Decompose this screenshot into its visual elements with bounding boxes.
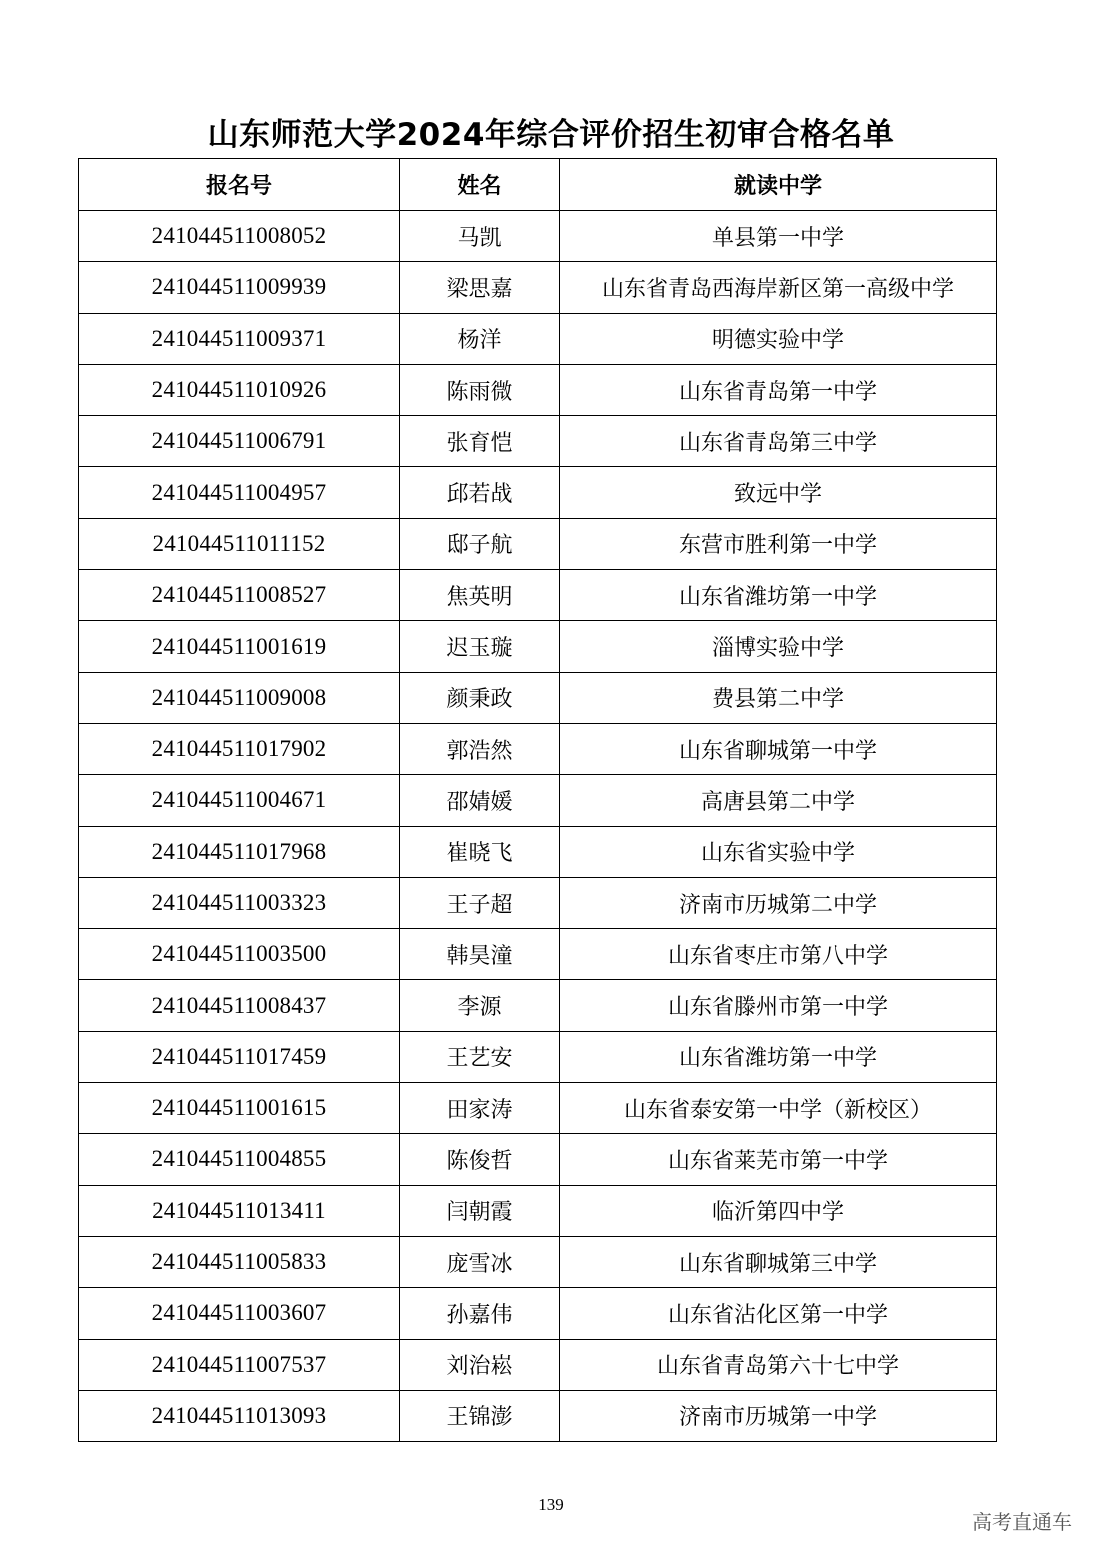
school-cell: 明德实验中学 — [560, 313, 997, 364]
table-row — [79, 1236, 997, 1287]
regno-cell: 241044511001615 — [79, 1083, 400, 1134]
table-row — [79, 1339, 997, 1390]
school-cell: 山东省聊城第三中学 — [560, 1236, 997, 1287]
regno-cell: 241044511008437 — [79, 980, 400, 1031]
watermark-text: 高考直通车 — [972, 1510, 1072, 1534]
table-row — [79, 364, 997, 415]
table-row — [79, 313, 997, 364]
school-cell: 费县第二中学 — [560, 672, 997, 723]
table-row — [79, 1288, 997, 1339]
school-cell: 东营市胜利第一中学 — [560, 518, 997, 569]
table-header — [79, 159, 997, 211]
header-row — [79, 159, 997, 211]
name-cell: 崔晓飞 — [400, 826, 560, 877]
regno-cell: 241044511009371 — [79, 313, 400, 364]
school-cell: 山东省青岛第一中学 — [560, 364, 997, 415]
name-cell: 陈俊哲 — [400, 1134, 560, 1185]
name-cell: 迟玉璇 — [400, 621, 560, 672]
school-cell: 高唐县第二中学 — [560, 775, 997, 826]
school-cell: 山东省莱芜市第一中学 — [560, 1134, 997, 1185]
school-cell: 山东省青岛第六十七中学 — [560, 1339, 997, 1390]
column-header-name: 姓名 — [400, 159, 560, 211]
table-row — [79, 1031, 997, 1082]
table-row — [79, 262, 997, 313]
name-cell: 邱若战 — [400, 467, 560, 518]
regno-cell: 241044511005833 — [79, 1236, 400, 1287]
regno-cell: 241044511008052 — [79, 211, 400, 262]
column-header-regno: 报名号 — [79, 159, 400, 211]
regno-cell: 241044511013411 — [79, 1185, 400, 1236]
school-cell: 山东省潍坊第一中学 — [560, 570, 997, 621]
school-cell: 山东省青岛西海岸新区第一高级中学 — [560, 262, 997, 313]
table-row — [79, 775, 997, 826]
regno-cell: 241044511001619 — [79, 621, 400, 672]
school-cell: 临沂第四中学 — [560, 1185, 997, 1236]
school-cell: 山东省实验中学 — [560, 826, 997, 877]
name-cell: 孙嘉伟 — [400, 1288, 560, 1339]
regno-cell: 241044511011152 — [79, 518, 400, 569]
name-cell: 刘治崧 — [400, 1339, 560, 1390]
table-row — [79, 1083, 997, 1134]
name-cell: 庞雪冰 — [400, 1236, 560, 1287]
name-cell: 邸子航 — [400, 518, 560, 569]
regno-cell: 241044511008527 — [79, 570, 400, 621]
regno-cell: 241044511007537 — [79, 1339, 400, 1390]
name-cell: 邵婧媛 — [400, 775, 560, 826]
school-cell: 济南市历城第一中学 — [560, 1390, 997, 1441]
table-row — [79, 621, 997, 672]
name-cell: 王锦澎 — [400, 1390, 560, 1441]
regno-cell: 241044511006791 — [79, 416, 400, 467]
table-row — [79, 723, 997, 774]
school-cell: 山东省沾化区第一中学 — [560, 1288, 997, 1339]
table-row — [79, 467, 997, 518]
name-cell: 田家涛 — [400, 1083, 560, 1134]
table-row — [79, 1390, 997, 1441]
regno-cell: 241044511004855 — [79, 1134, 400, 1185]
school-cell: 山东省聊城第一中学 — [560, 723, 997, 774]
regno-cell: 241044511003323 — [79, 877, 400, 928]
table-body — [79, 211, 997, 1442]
regno-cell: 241044511004957 — [79, 467, 400, 518]
name-cell: 郭浩然 — [400, 723, 560, 774]
table-row — [79, 416, 997, 467]
school-cell: 山东省潍坊第一中学 — [560, 1031, 997, 1082]
table-row — [79, 877, 997, 928]
name-cell: 杨洋 — [400, 313, 560, 364]
column-header-school: 就读中学 — [560, 159, 997, 211]
page-number: 139 — [538, 1495, 564, 1514]
table-row — [79, 980, 997, 1031]
admission-roster-table — [78, 158, 997, 1442]
school-cell: 山东省枣庄市第八中学 — [560, 929, 997, 980]
name-cell: 张育恺 — [400, 416, 560, 467]
regno-cell: 241044511004671 — [79, 775, 400, 826]
regno-cell: 241044511017968 — [79, 826, 400, 877]
school-cell: 济南市历城第二中学 — [560, 877, 997, 928]
regno-cell: 241044511009008 — [79, 672, 400, 723]
regno-cell: 241044511003500 — [79, 929, 400, 980]
regno-cell: 241044511017459 — [79, 1031, 400, 1082]
table-row — [79, 1134, 997, 1185]
table-row — [79, 518, 997, 569]
table-row — [79, 929, 997, 980]
school-cell: 山东省泰安第一中学（新校区） — [560, 1083, 997, 1134]
document-title: 山东师范大学2024年综合评价招生初审合格名单 — [207, 117, 895, 153]
table-row — [79, 672, 997, 723]
name-cell: 王子超 — [400, 877, 560, 928]
school-cell: 淄博实验中学 — [560, 621, 997, 672]
name-cell: 王艺安 — [400, 1031, 560, 1082]
name-cell: 陈雨微 — [400, 364, 560, 415]
regno-cell: 241044511010926 — [79, 364, 400, 415]
name-cell: 焦英明 — [400, 570, 560, 621]
name-cell: 颜秉政 — [400, 672, 560, 723]
school-cell: 致远中学 — [560, 467, 997, 518]
school-cell: 山东省青岛第三中学 — [560, 416, 997, 467]
name-cell: 梁思嘉 — [400, 262, 560, 313]
table-row — [79, 1185, 997, 1236]
regno-cell: 241044511017902 — [79, 723, 400, 774]
name-cell: 马凯 — [400, 211, 560, 262]
regno-cell: 241044511009939 — [79, 262, 400, 313]
table-row — [79, 826, 997, 877]
regno-cell: 241044511003607 — [79, 1288, 400, 1339]
name-cell: 李源 — [400, 980, 560, 1031]
regno-cell: 241044511013093 — [79, 1390, 400, 1441]
school-cell: 山东省滕州市第一中学 — [560, 980, 997, 1031]
name-cell: 闫朝霞 — [400, 1185, 560, 1236]
table-row — [79, 570, 997, 621]
name-cell: 韩昊潼 — [400, 929, 560, 980]
school-cell: 单县第一中学 — [560, 211, 997, 262]
table-row — [79, 211, 997, 262]
